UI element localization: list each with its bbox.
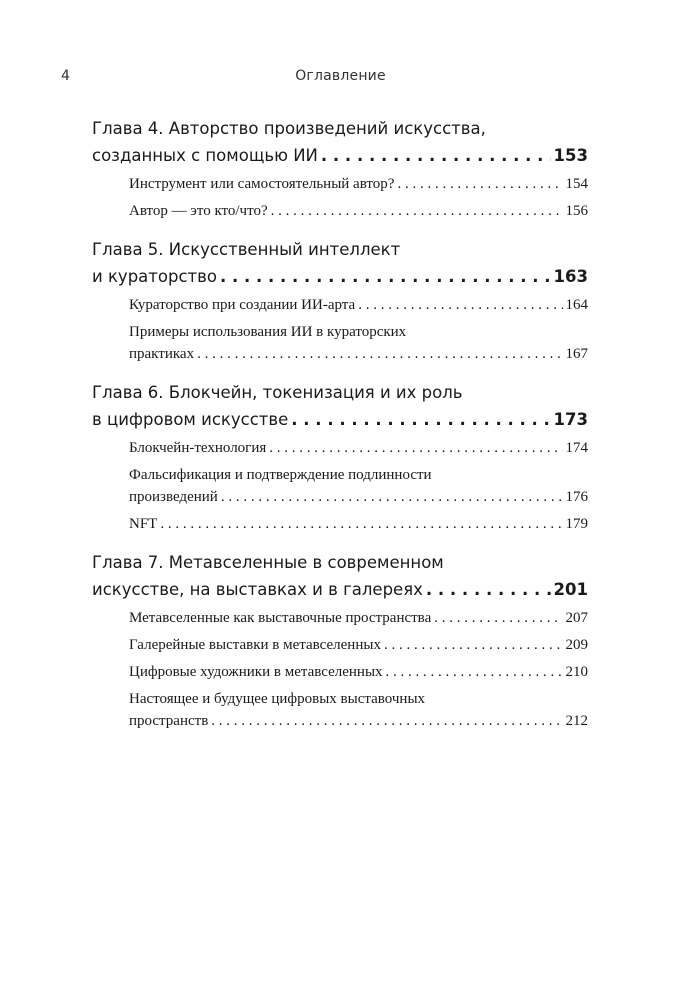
section-entry[interactable] — [129, 634, 588, 656]
section-title: произведений — [129, 489, 218, 505]
section-line — [129, 513, 588, 535]
running-title: Оглавление — [295, 68, 386, 84]
section-title-line1: Примеры использования ИИ в кураторских — [129, 324, 407, 340]
section-title: Галерейные выставки в метавселенных — [129, 637, 381, 653]
section-entry[interactable] — [129, 607, 588, 629]
section-list — [129, 173, 588, 222]
section-page-number: 167 — [565, 346, 588, 362]
section-entry[interactable] — [129, 173, 588, 195]
section-line — [129, 634, 588, 656]
dot-leader — [384, 634, 563, 656]
section-line — [129, 607, 588, 629]
section-entry[interactable] — [129, 321, 588, 365]
chapter-entry[interactable] — [92, 406, 588, 433]
chapter-title-line2: искусстве, на выставках и в галереях — [92, 580, 423, 599]
section-page-number: 207 — [565, 610, 588, 626]
dot-leader — [426, 576, 551, 603]
section-title-line1: Настоящее и будущее цифровых выставочных — [129, 691, 426, 707]
section-line — [129, 200, 588, 222]
section-page-number: 209 — [565, 637, 588, 653]
dot-leader — [397, 173, 562, 195]
toc-chapter — [92, 379, 588, 535]
chapter-title-line2: и кураторство — [92, 267, 217, 286]
section-line — [129, 661, 588, 683]
dot-leader — [271, 200, 563, 222]
section-entry[interactable] — [129, 294, 588, 316]
section-line — [129, 343, 588, 365]
dot-leader — [221, 486, 563, 508]
table-of-contents — [92, 115, 588, 746]
section-title: Блокчейн-технология — [129, 440, 267, 456]
page-header — [0, 68, 681, 86]
section-list — [129, 294, 588, 365]
section-title: пространств — [129, 713, 209, 729]
dot-leader — [386, 661, 563, 683]
section-title: Автор — это кто/что? — [129, 203, 268, 219]
section-entry[interactable] — [129, 437, 588, 459]
dot-leader — [211, 710, 562, 732]
section-entry[interactable] — [129, 513, 588, 535]
dot-leader — [358, 294, 562, 316]
section-line — [129, 294, 588, 316]
chapter-page-number: 153 — [553, 146, 588, 165]
section-line — [129, 437, 588, 459]
section-title: Метавселенные как выставочные пространства — [129, 610, 432, 626]
page-number: 4 — [61, 68, 70, 84]
chapter-title-line1: Глава 4. Авторство произведений искусства, — [92, 119, 486, 138]
toc-chapter — [92, 115, 588, 222]
dot-leader — [220, 263, 551, 290]
section-list — [129, 607, 588, 732]
section-page-number: 210 — [565, 664, 588, 680]
section-page-number: 154 — [565, 176, 588, 192]
section-title: NFT — [129, 516, 158, 532]
dot-leader — [434, 607, 562, 629]
section-entry[interactable] — [129, 200, 588, 222]
dot-leader — [321, 142, 551, 169]
chapter-title-line2: в цифровом искусстве — [92, 410, 289, 429]
chapter-page-number: 201 — [553, 580, 588, 599]
dot-leader — [269, 437, 562, 459]
section-title-line1: Фальсификация и подтверждение подлинности — [129, 467, 432, 483]
section-title: практиках — [129, 346, 195, 362]
section-title: Кураторство при создании ИИ-арта — [129, 297, 356, 313]
section-title: Инструмент или самостоятельный автор? — [129, 176, 395, 192]
dot-leader — [291, 406, 550, 433]
dot-leader — [160, 513, 562, 535]
chapter-title-line1: Глава 7. Метавселенные в современном — [92, 553, 444, 572]
section-list — [129, 437, 588, 535]
chapter-entry[interactable] — [92, 263, 588, 290]
dot-leader — [197, 343, 562, 365]
section-entry[interactable] — [129, 661, 588, 683]
section-entry[interactable] — [129, 464, 588, 508]
chapter-title-line1: Глава 5. Искусственный интеллект — [92, 240, 401, 259]
chapter-entry[interactable] — [92, 576, 588, 603]
section-line — [129, 173, 588, 195]
toc-chapter — [92, 549, 588, 732]
toc-chapter — [92, 236, 588, 365]
chapter-title-line1: Глава 6. Блокчейн, токенизация и их роль — [92, 383, 463, 402]
section-page-number: 174 — [565, 440, 588, 456]
section-line — [129, 710, 588, 732]
section-page-number: 176 — [565, 489, 588, 505]
section-entry[interactable] — [129, 688, 588, 732]
section-page-number: 212 — [565, 713, 588, 729]
section-line — [129, 486, 588, 508]
section-page-number: 156 — [565, 203, 588, 219]
chapter-title-line2: созданных с помощью ИИ — [92, 146, 318, 165]
section-title: Цифровые художники в метавселенных — [129, 664, 383, 680]
section-page-number: 179 — [565, 516, 588, 532]
section-page-number: 164 — [565, 297, 588, 313]
chapter-entry[interactable] — [92, 142, 588, 169]
chapter-page-number: 173 — [553, 410, 588, 429]
chapter-page-number: 163 — [553, 267, 588, 286]
